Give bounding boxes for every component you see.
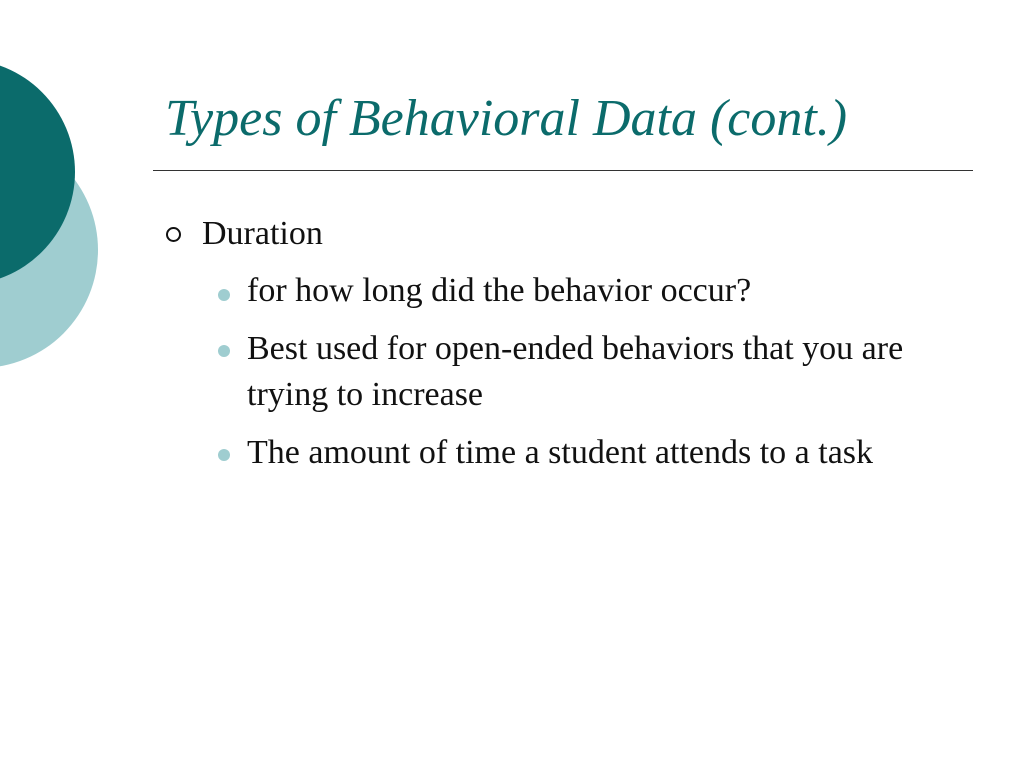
dot-bullet-icon — [218, 449, 230, 461]
dot-bullet-icon — [218, 289, 230, 301]
sub-bullet-item: Best used for open-ended behaviors that you are trying to increase — [247, 330, 904, 413]
sub-bullet-item: The amount of time a student attends to a task — [247, 434, 874, 471]
sub-bullet-item: for how long did the behavior occur? — [247, 272, 752, 309]
decorative-circles — [0, 0, 110, 400]
hollow-circle-bullet-icon — [166, 227, 181, 242]
dot-bullet-icon — [218, 345, 230, 357]
title-divider — [153, 170, 973, 171]
bullet-item-duration: Duration — [202, 215, 323, 252]
slide-title: Types of Behavioral Data (cont.) — [165, 90, 848, 147]
